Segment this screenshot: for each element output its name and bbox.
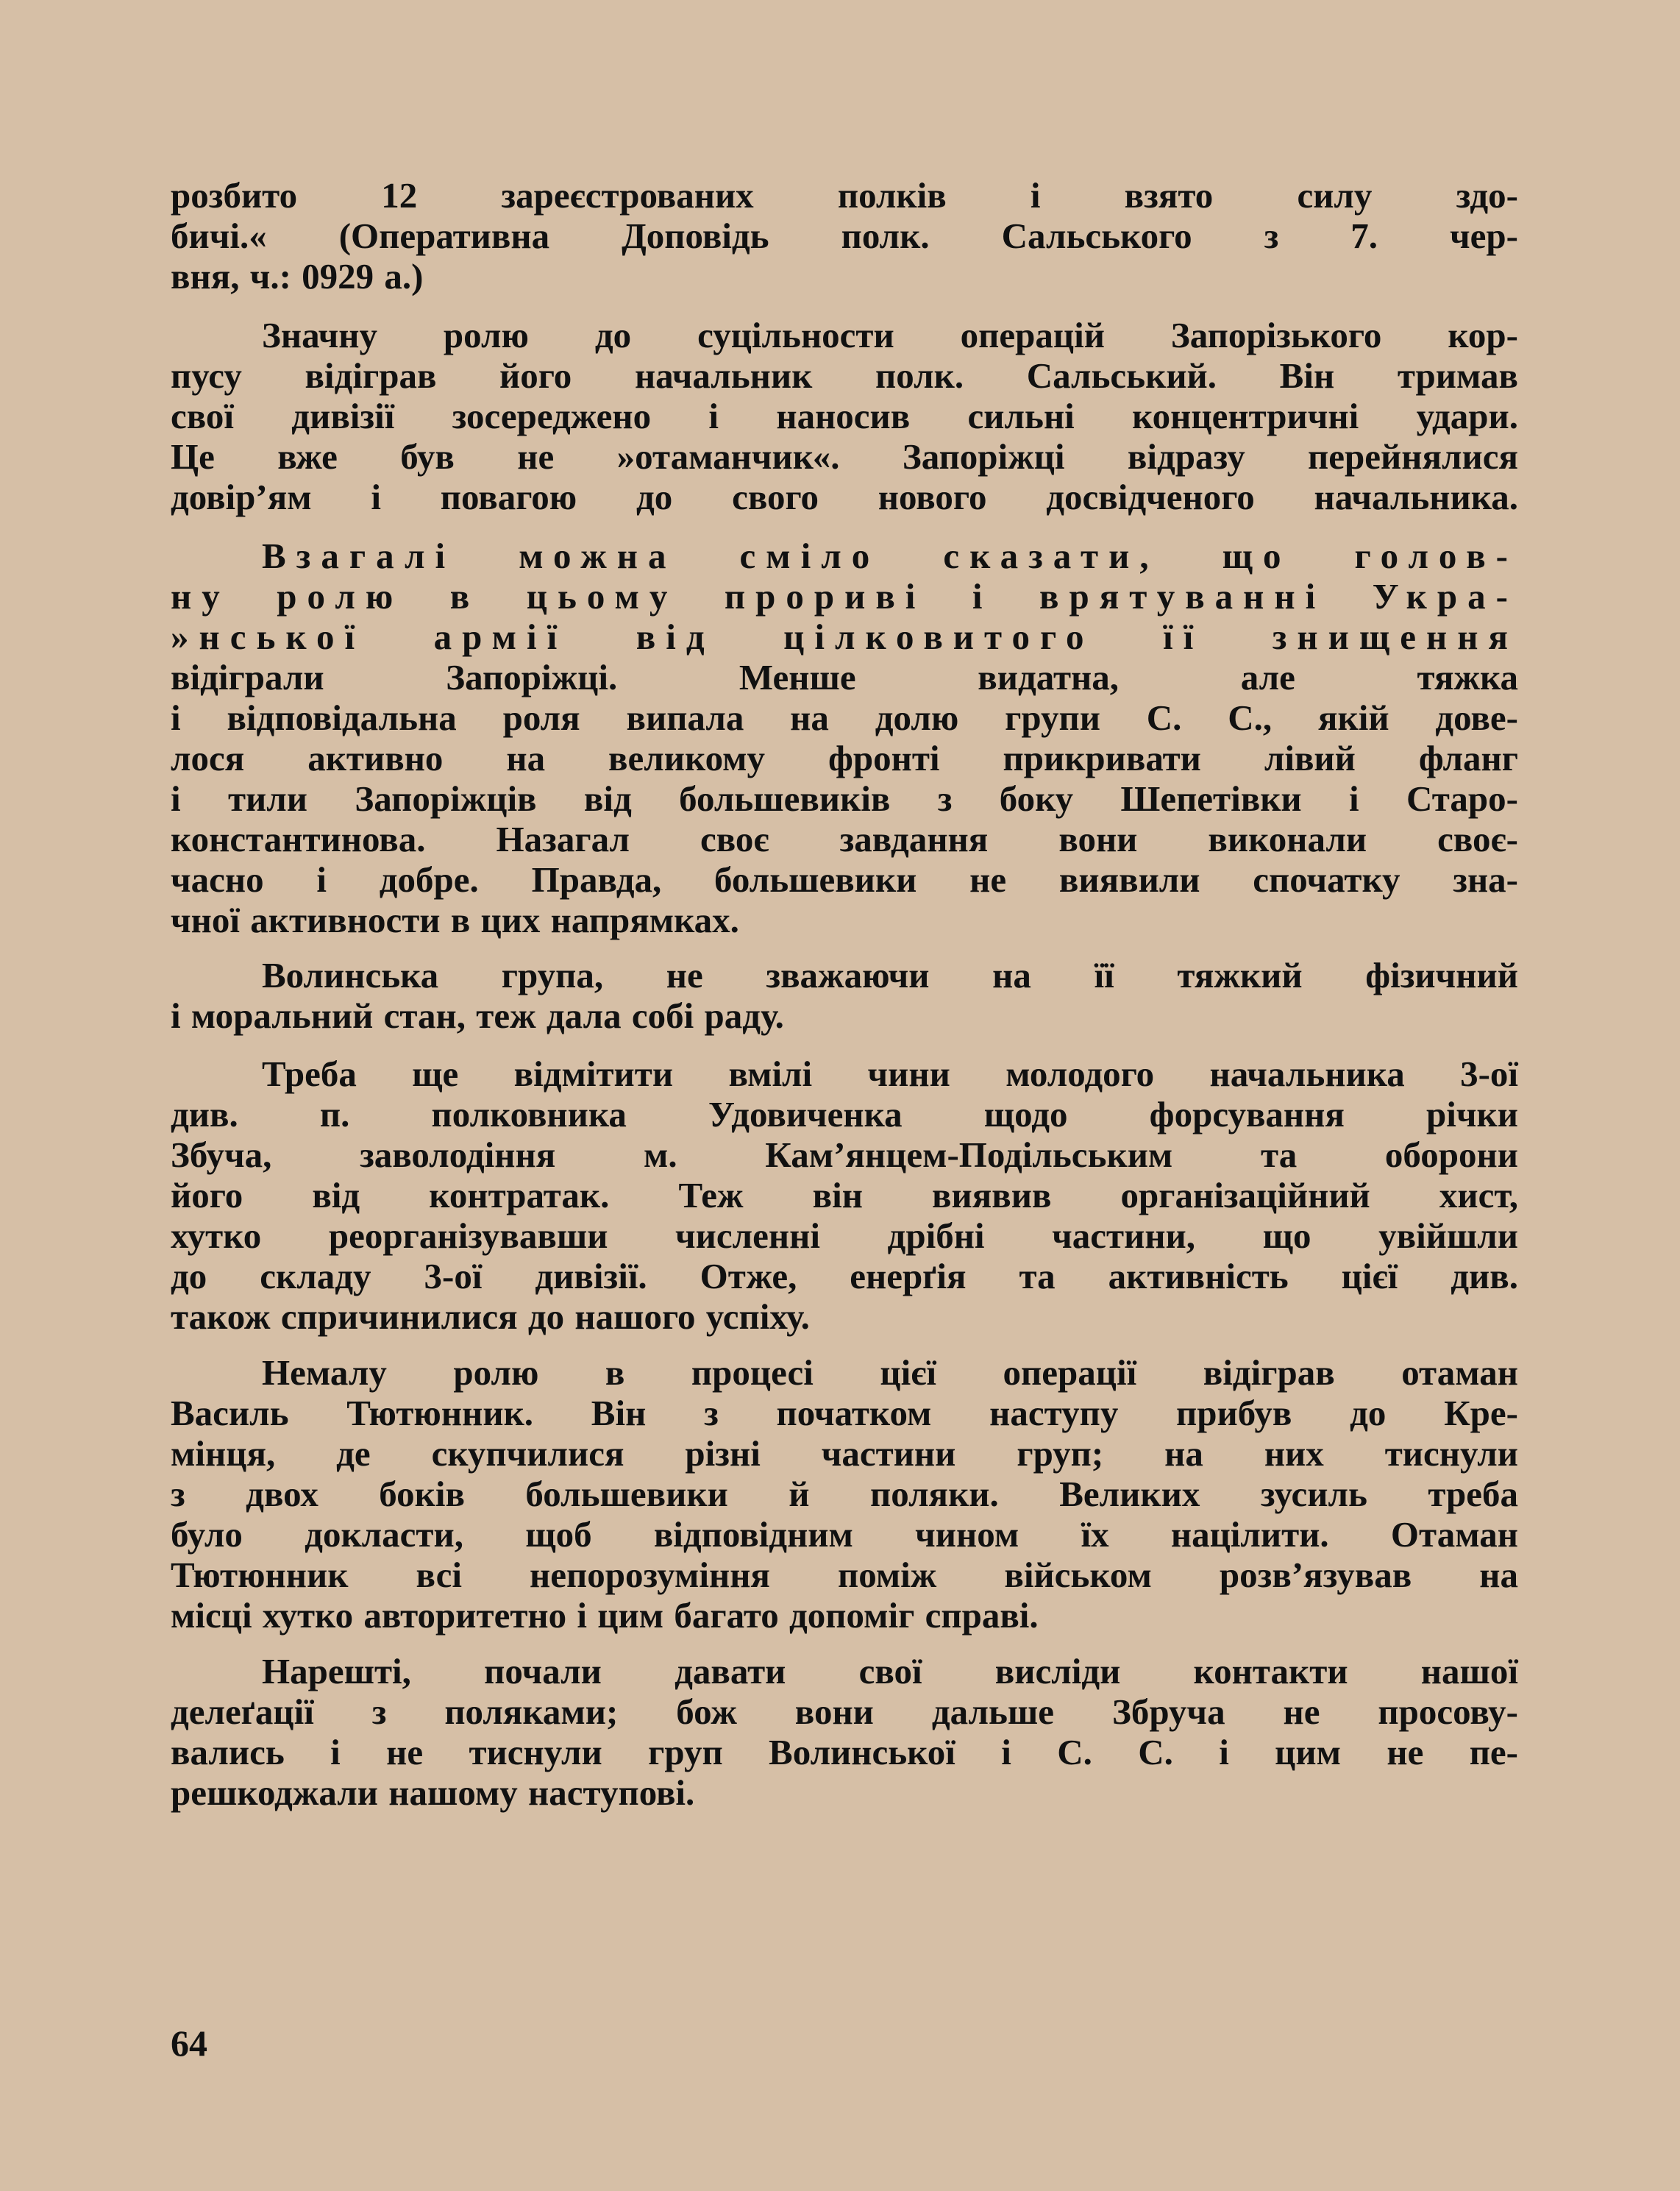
paragraph-1	[171, 175, 1518, 296]
text-line: хутко реорганізувавши численні дрібні частини, що увійшли	[171, 1215, 1518, 1256]
text-line: його від контратак. Теж він виявив організаційний хист,	[171, 1175, 1518, 1215]
text-line: Збуча, заволодіння м. Кам’янцем-Подільським та оборони	[171, 1134, 1518, 1175]
paragraph-5	[171, 1054, 1518, 1337]
text-line: розбито 12 зареєстрованих полків і взято силу здо-	[171, 175, 1518, 216]
text-line-spaced: »нської армії від цілковитого її знищення	[171, 617, 1518, 657]
text-line: Волинська група, не зважаючи на її тяжкий фізичний	[262, 955, 1518, 995]
text-line: бичі.« (Оперативна Доповідь полк. Сальського з 7. чер-	[171, 216, 1518, 256]
text-line: лося активно на великому фронті прикривати лівий фланг	[171, 738, 1518, 778]
text-line: місці хутко авторитетно і цим багато допоміг справі.	[171, 1595, 1039, 1636]
text-line: і тили Запоріжців від большевиків з боку Шепетівки і Старо-	[171, 778, 1518, 819]
text-line: Це вже був не »отаманчик«. Запоріжці відразу перейнялися	[171, 436, 1518, 477]
paragraph-2	[171, 315, 1518, 517]
text-line: довір’ям і повагою до свого нового досвідченого начальника.	[171, 477, 1518, 517]
text-line: Немалу ролю в процесі цієї операції відіграв отаман	[262, 1352, 1518, 1393]
text-line: і відповідальна роля випала на долю групи С. С., якій дове-	[171, 697, 1518, 738]
text-line: Значну ролю до суцільности операцій Запорізького кор-	[262, 315, 1518, 355]
text-line: свої дивізії зосереджено і наносив сильні концентричні удари.	[171, 396, 1518, 436]
paragraph-6	[171, 1352, 1518, 1636]
text-line: також спричинилися до нашого успіху.	[171, 1296, 810, 1337]
text-line: часно і добре. Правда, большевики не виявили спочатку зна-	[171, 859, 1518, 900]
text-line: до складу 3-ої дивізії. Отже, енерґія та активність цієї див.	[171, 1256, 1518, 1296]
text-line: мінця, де скупчилися різні частини груп; на них тиснули	[171, 1433, 1518, 1474]
text-line: було докласти, щоб відповідним чином їх націлити. Отаман	[171, 1514, 1518, 1555]
text-line: див. п. полковника Удовиченка щодо форсування річки	[171, 1094, 1518, 1134]
text-line: відіграли Запоріжці. Менше видатна, але тяжка	[171, 657, 1518, 697]
text-line: решкоджали нашому наступові.	[171, 1772, 695, 1813]
text-line: делеґації з поляками; бож вони дальше Збруча не просову-	[171, 1691, 1518, 1732]
text-line: Нарешті, почали давати свої висліди контакти нашої	[262, 1651, 1518, 1691]
text-line: з двох боків большевики й поляки. Великих зусиль треба	[171, 1474, 1518, 1514]
text-line: вались і не тиснули груп Волинської і С. С. і цим не пе-	[171, 1732, 1518, 1772]
text-line: чної активности в цих напрямках.	[171, 900, 739, 940]
text-line-spaced: Взагалі можна сміло сказати, що голов-	[262, 536, 1518, 576]
paragraph-7	[171, 1651, 1518, 1813]
paragraph-3	[171, 536, 1518, 940]
text-line: пусу відіграв його начальник полк. Сальський. Він тримав	[171, 355, 1518, 396]
page-number: 64	[171, 2023, 207, 2064]
text-line: Василь Тютюнник. Він з початком наступу прибув до Кре-	[171, 1393, 1518, 1433]
text-line-spaced: ну ролю в цьому прориві і врятуванні Укра-	[171, 576, 1518, 617]
text-line: вня, ч.: 0929 а.)	[171, 256, 424, 296]
text-line: і моральний стан, теж дала собі раду.	[171, 995, 784, 1036]
text-line: Тютюнник всі непорозуміння поміж військом розв’язував на	[171, 1555, 1518, 1595]
paragraph-4	[171, 955, 1518, 1036]
text-line: константинова. Назагал своє завдання вони виконали своє-	[171, 819, 1518, 859]
text-line: Треба ще відмітити вмілі чини молодого начальника 3-ої	[262, 1054, 1518, 1094]
